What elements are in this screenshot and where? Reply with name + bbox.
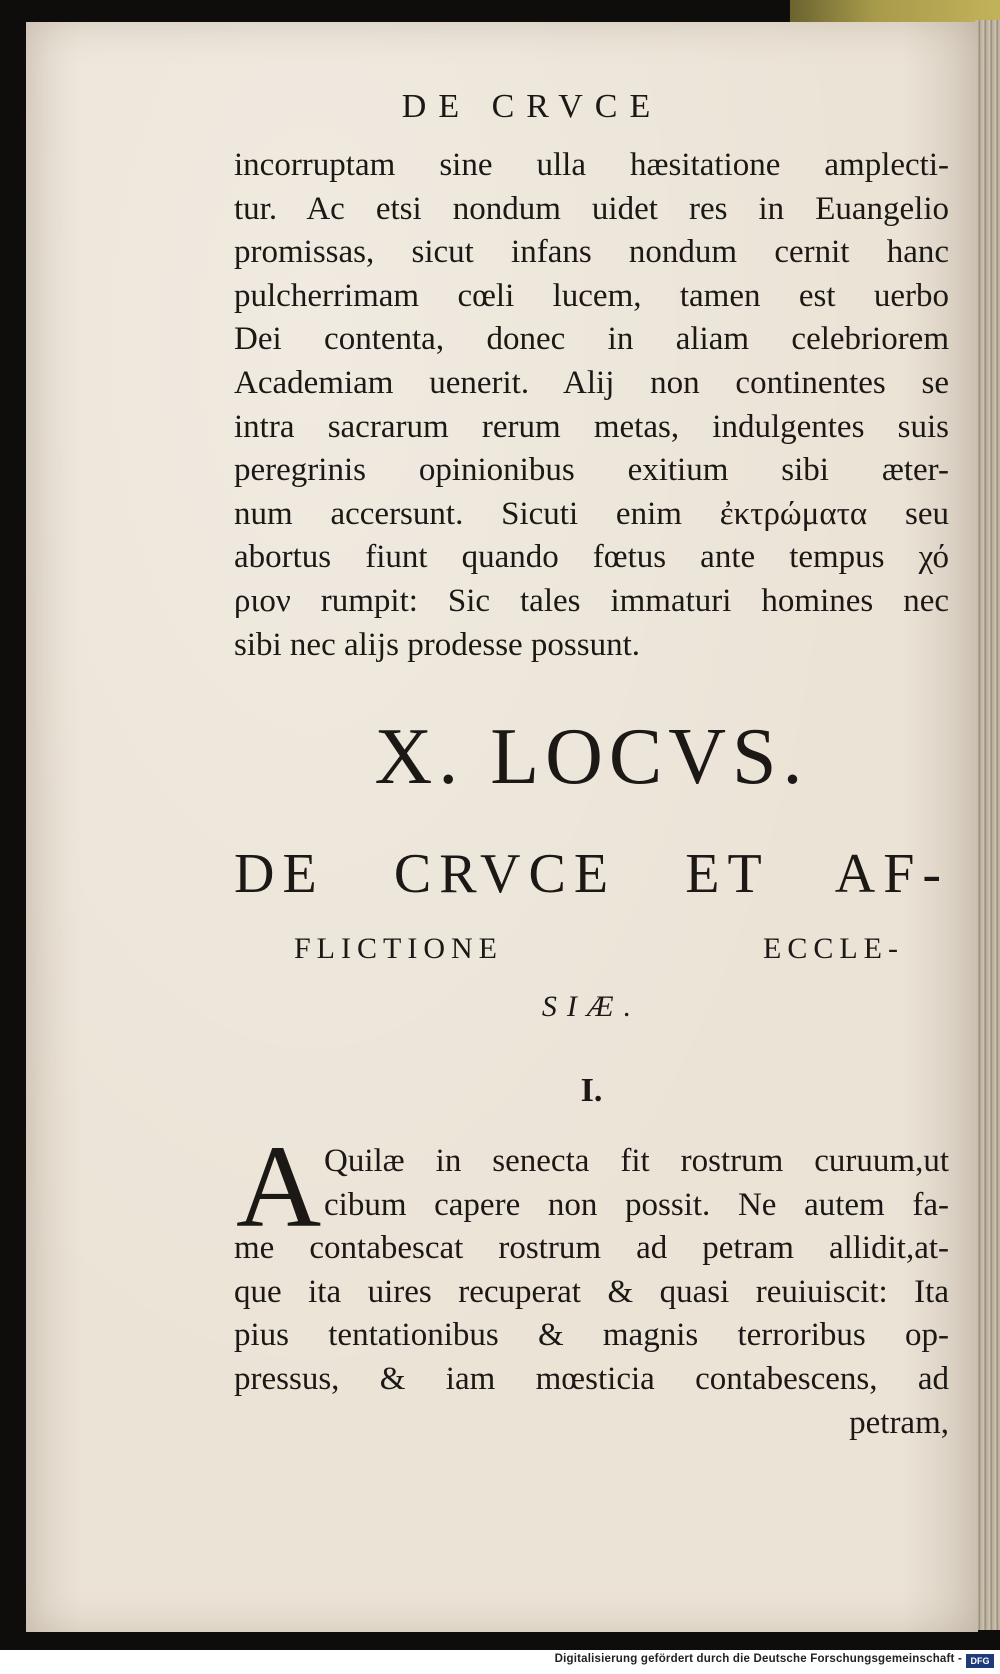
body-line: abortus fiunt quando fœtus ante tempus χό <box>234 539 949 576</box>
drop-cap: A <box>236 1121 322 1252</box>
body-line: ριον rumpit: Sic tales immaturi homines nec <box>234 582 949 619</box>
para-line: Quilæ in senecta fit rostrum curuum,ut <box>324 1143 949 1179</box>
body-line: intra sacrarum rerum metas, indulgentes suis <box>234 408 949 445</box>
body-line: peregrinis opinionibus exitium sibi æter- <box>234 452 949 489</box>
body-line: incorruptam sine ulla hæsitatione amplecti- <box>234 147 949 183</box>
book-page <box>26 22 978 1632</box>
catchword: petram, <box>849 1404 949 1441</box>
running-head: DE CRVCE <box>401 88 663 125</box>
para-line: me contabescat rostrum ad petram allidit,at- <box>234 1230 949 1267</box>
para-line: cibum capere non possit. Ne autem fa- <box>324 1186 949 1223</box>
body-text <box>234 144 949 667</box>
body-line: Academiam uenerit. Alij non continentes se <box>234 364 949 401</box>
body-line: promissas, sicut infans nondum cernit hanc <box>234 234 949 271</box>
chapter-subtitle: FLICTIONE ECCLE- <box>294 932 904 965</box>
body-line: num accersunt. Sicuti enim ἐκτρώματα seu <box>234 495 949 532</box>
chapter-heading: X. LOCVS. <box>374 713 809 801</box>
body-line: sibi nec alijs prodesse possunt. <box>234 626 641 663</box>
para-line: pius tentationibus & magnis terroribus op- <box>234 1317 949 1354</box>
paragraph-text <box>234 1140 949 1445</box>
footer-credit: Digitalisierung gefördert durch die Deutsche Forschungsgemeinschaft - <box>554 1653 962 1665</box>
chapter-subtitle-end: SIÆ. <box>541 990 642 1023</box>
dfg-logo-icon: DFG <box>966 1654 994 1668</box>
book-edge-right <box>975 20 1000 1630</box>
body-line: pulcherrimam cœli lucem, tamen est uerbo <box>234 277 949 314</box>
chapter-title: DE CRVCE ET AF- <box>234 843 949 905</box>
body-line: tur. Ac etsi nondum uidet res in Euangelio <box>234 190 949 227</box>
footer-bar <box>0 1650 1000 1674</box>
section-number: I. <box>580 1072 603 1109</box>
para-line: que ita uires recuperat & quasi reuiuiscit: Ita <box>234 1273 949 1310</box>
body-line: Dei contenta, donec in aliam celebriorem <box>234 321 949 358</box>
para-line: pressus, & iam mœsticia contabescens, ad <box>234 1360 949 1397</box>
